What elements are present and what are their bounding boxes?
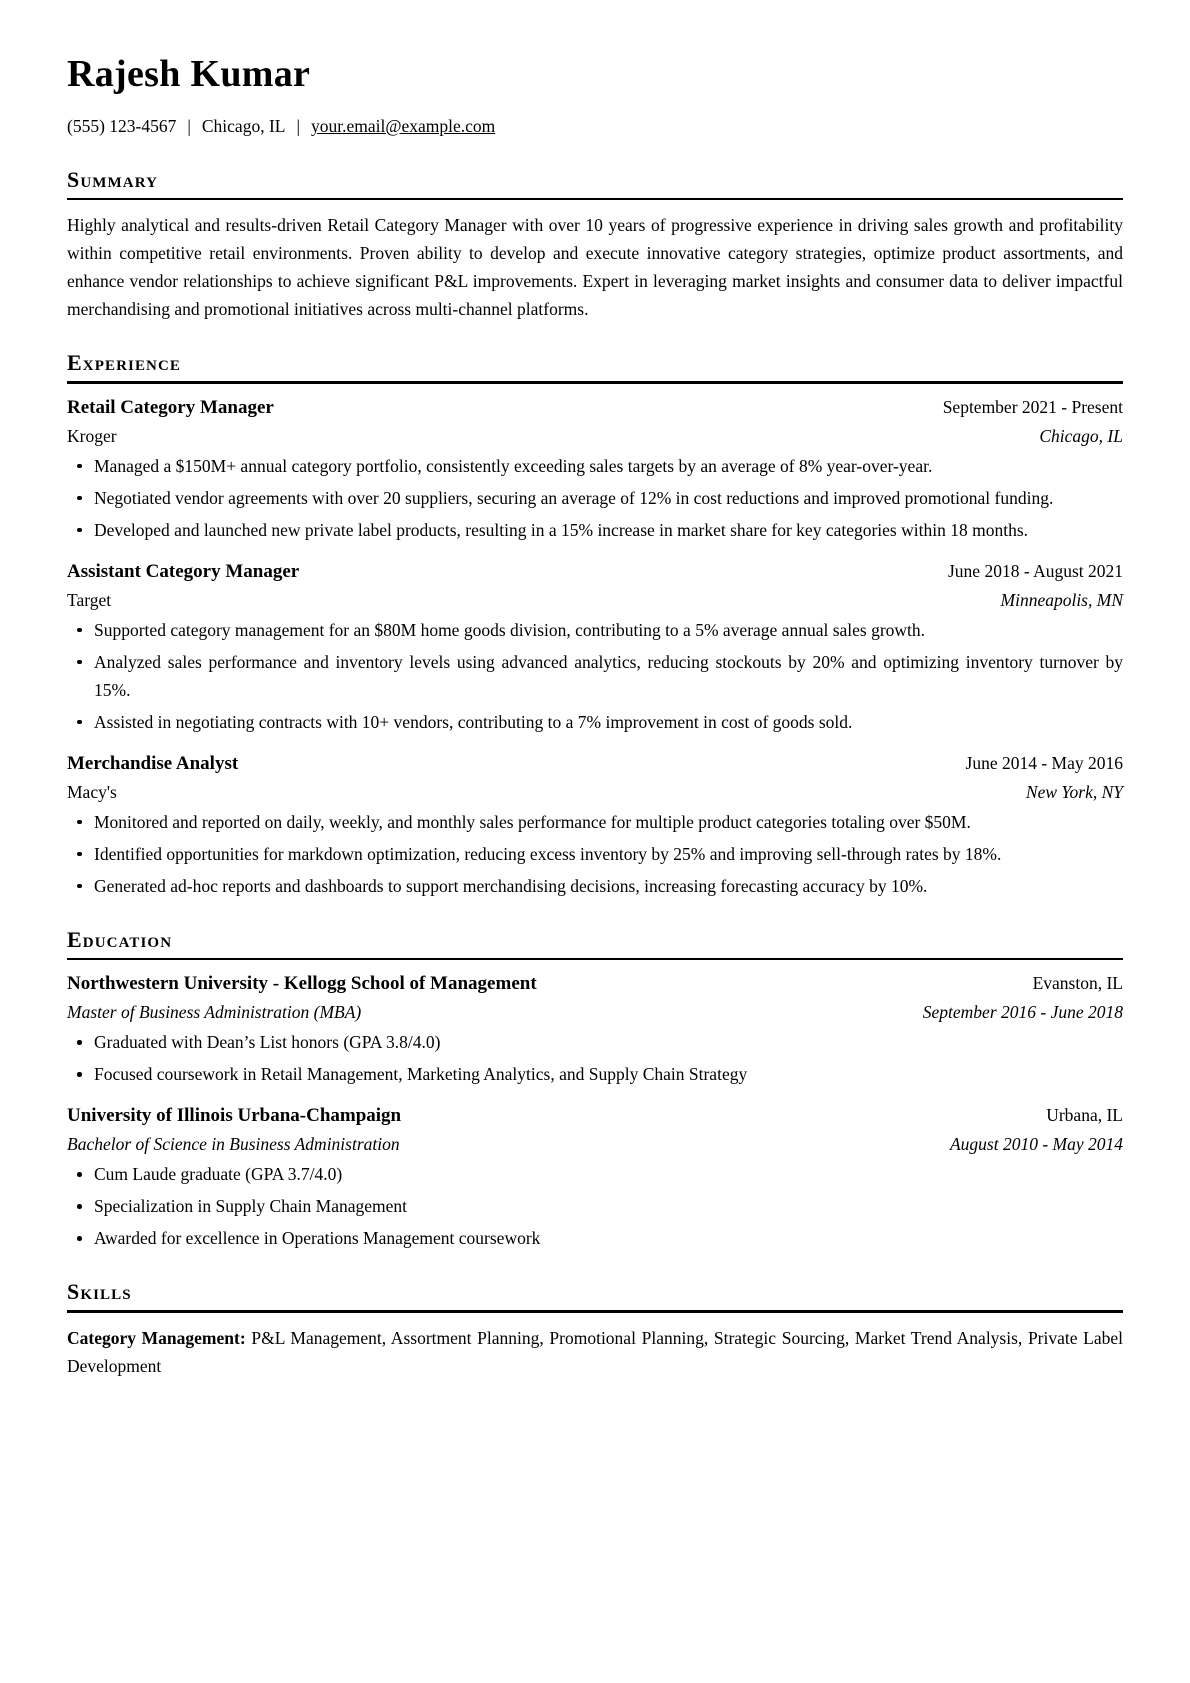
header <box>67 54 1123 140</box>
job-title: Merchandise Analyst <box>67 752 239 774</box>
bullet-item <box>67 1028 1123 1056</box>
section-rule <box>67 1310 1123 1313</box>
bullet-item <box>67 872 1123 900</box>
job-company: Target <box>67 589 112 610</box>
school-name-row <box>67 1101 1123 1130</box>
school-name: University of Illinois Urbana-Champaign <box>67 1105 402 1127</box>
job-dates: September 2021 - Present <box>942 396 1123 417</box>
school-bullets <box>67 1160 1123 1252</box>
email-link[interactable]: your.email@example.com <box>310 115 496 136</box>
bullet-icon <box>67 452 94 480</box>
bullet-item <box>67 484 1123 512</box>
bullet-text: Specialization in Supply Chain Management <box>94 1196 407 1217</box>
job-location: Chicago, IL <box>1039 425 1123 446</box>
section-rule <box>67 198 1123 201</box>
job-entry <box>67 393 1123 544</box>
school-location: Urbana, IL <box>1046 1105 1123 1126</box>
separator-bar: | <box>187 115 191 136</box>
bullet-item <box>67 516 1123 544</box>
job-title: Retail Category Manager <box>67 396 274 418</box>
bullet-icon <box>67 484 94 512</box>
job-company: Kroger <box>67 425 117 446</box>
section-skills <box>67 1277 1123 1380</box>
school-degree-row <box>67 1130 1123 1158</box>
bullet-item <box>67 1160 1123 1188</box>
contact-line <box>67 112 1123 140</box>
job-company: Macy's <box>67 781 117 802</box>
school-name-row <box>67 969 1123 998</box>
skills-entry <box>67 1324 1123 1380</box>
skills-category-label: Category Management: <box>67 1327 246 1348</box>
bullet-text: Analyzed sales performance and inventory levels using advanced analytics, reducing stockouts by 20% and optimizing inventory turnover by 15%. <box>94 651 1123 700</box>
bullet-item <box>67 1224 1123 1252</box>
bullet-item <box>67 616 1123 644</box>
job-dates: June 2018 - August 2021 <box>948 560 1123 581</box>
bullet-item <box>67 808 1123 836</box>
bullet-text: Focused coursework in Retail Management, Marketing Analytics, and Supply Chain Strategy <box>94 1064 748 1085</box>
section-education <box>67 925 1123 1253</box>
phone-number: (555) 123-4567 <box>67 115 177 136</box>
bullet-text: Awarded for excellence in Operations Management coursework <box>94 1228 541 1249</box>
school-degree-row <box>67 998 1123 1026</box>
summary-text: Highly analytical and results-driven Retail Category Manager with over 10 years of progressive experience in driving sales growth and profitability within competitive retail environments. Proven ability to develop and execute innovative category strategies, optimize product assortments, and enhance vendor relationships to achieve significant P&L improvements. Expert in leveraging market insights and consumer data to deliver impactful merchandising and promotional initiatives across multi-channel platforms. <box>67 215 1123 320</box>
school-bullets <box>67 1028 1123 1088</box>
job-entry <box>67 557 1123 736</box>
bullet-icon <box>67 516 94 544</box>
bullet-text: Identified opportunities for markdown optimization, reducing excess inventory by 25% and improving sell-through rates by 18%. <box>94 843 1002 864</box>
bullet-icon <box>67 1028 94 1056</box>
job-company-row <box>67 586 1123 614</box>
bullet-icon <box>67 648 94 704</box>
bullet-text: Graduated with Dean’s List honors (GPA 3.8/4.0) <box>94 1032 441 1053</box>
contact-location: Chicago, IL <box>201 115 286 136</box>
experience-section-title: Experience <box>67 350 182 376</box>
bullet-icon <box>67 1224 94 1252</box>
section-experience <box>67 348 1123 900</box>
school-dates: September 2016 - June 2018 <box>922 1002 1123 1023</box>
bullet-icon <box>67 1192 94 1220</box>
job-bullets <box>67 452 1123 544</box>
job-location: New York, NY <box>1025 781 1123 802</box>
bullet-item <box>67 1192 1123 1220</box>
job-title-row <box>67 557 1123 586</box>
bullet-icon <box>67 708 94 736</box>
skills-list: P&L Management, Assortment Planning, Promotional Planning, Strategic Sourcing, Market Trend Analysis, Private Label Development <box>67 1327 1124 1376</box>
skills-section-title: Skills <box>67 1279 132 1305</box>
summary-section-title: Summary <box>67 166 159 192</box>
job-location: Minneapolis, MN <box>1000 589 1123 610</box>
separator-bar: | <box>296 115 300 136</box>
bullet-item <box>67 452 1123 480</box>
bullet-text: Assisted in negotiating contracts with 10+ vendors, contributing to a 7% improvement in cost of goods sold. <box>94 711 853 732</box>
job-title-row <box>67 749 1123 778</box>
job-entry <box>67 749 1123 900</box>
bullet-text: Managed a $150M+ annual category portfolio, consistently exceeding sales targets by an average of 8% year-over-year. <box>94 455 933 476</box>
bullet-icon <box>67 616 94 644</box>
school-degree: Bachelor of Science in Business Administration <box>67 1134 400 1155</box>
job-title-row <box>67 393 1123 422</box>
school-entry <box>67 1101 1123 1252</box>
bullet-item <box>67 840 1123 868</box>
job-bullets <box>67 616 1123 736</box>
bullet-item <box>67 648 1123 704</box>
job-company-row <box>67 778 1123 806</box>
person-name: Rajesh Kumar <box>67 53 311 95</box>
school-location: Evanston, IL <box>1032 973 1123 994</box>
bullet-text: Monitored and reported on daily, weekly, and monthly sales performance for multiple product categories totaling over $50M. <box>94 811 971 832</box>
bullet-text: Generated ad-hoc reports and dashboards to support merchandising decisions, increasing forecasting accuracy by 10%. <box>94 875 928 896</box>
bullet-item <box>67 1060 1123 1088</box>
bullet-text: Negotiated vendor agreements with over 20 suppliers, securing an average of 12% in cost reductions and improved promotional funding. <box>94 487 1054 508</box>
school-name: Northwestern University - Kellogg School of Management <box>67 973 537 995</box>
bullet-icon <box>67 1160 94 1188</box>
bullet-text: Supported category management for an $80M home goods division, contributing to a 5% average annual sales growth. <box>94 619 926 640</box>
bullet-icon <box>67 840 94 868</box>
bullet-icon <box>67 808 94 836</box>
section-rule <box>67 958 1123 961</box>
section-rule <box>67 381 1123 384</box>
school-entry <box>67 969 1123 1088</box>
job-dates: June 2014 - May 2016 <box>965 752 1123 773</box>
school-degree: Master of Business Administration (MBA) <box>67 1002 362 1023</box>
job-bullets <box>67 808 1123 900</box>
bullet-text: Developed and launched new private label products, resulting in a 15% increase in market share for key categories within 18 months. <box>94 519 1029 540</box>
bullet-icon <box>67 1060 94 1088</box>
job-title: Assistant Category Manager <box>67 560 300 582</box>
school-dates: August 2010 - May 2014 <box>949 1134 1123 1155</box>
education-section-title: Education <box>67 926 173 952</box>
bullet-text: Cum Laude graduate (GPA 3.7/4.0) <box>94 1164 343 1185</box>
job-company-row <box>67 422 1123 450</box>
bullet-icon <box>67 872 94 900</box>
bullet-item <box>67 708 1123 736</box>
section-summary <box>67 165 1123 324</box>
